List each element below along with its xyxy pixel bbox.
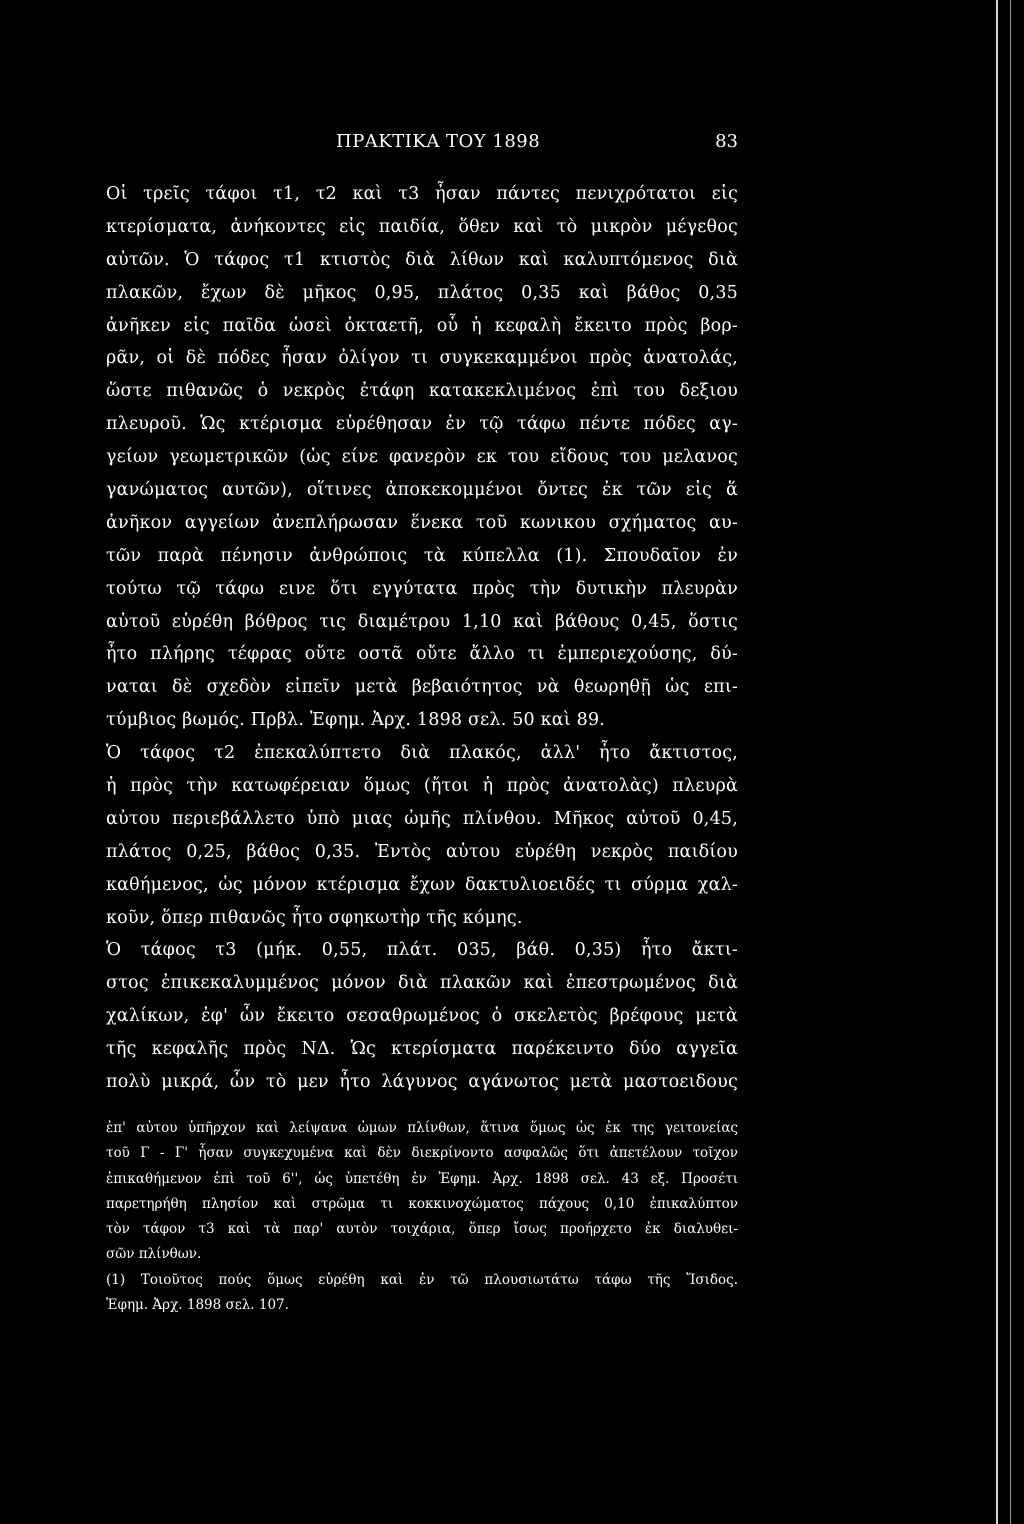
body-line: Οἱ τρεῖς τάφοι τ1, τ2 καὶ τ3 ἦσαν πάντες πενιχρότατοι εἰς [106, 184, 738, 204]
running-head [106, 131, 738, 161]
body-line: πολὺ μικρά, ὧν τὸ μεν ἦτο λάγυνος αγάνωτος μετὰ μαστοειδους [106, 1072, 738, 1093]
body-line: ἀνῆκον αγγείων ἀνεπλήρωσαν ἕνεκα τοῦ κωνικου σχήματος αυ- [106, 512, 738, 533]
footnote-line: (1) Τοιοῦτος πούς ὅμως εὑρέθη καὶ ἐν τῶ πλουσιωτάτω τάφω τῆς Ἴσιδος. [106, 1271, 738, 1288]
footnote-line: παρετηρήθη πλησίον καὶ στρῶμα τι κοκκινοχώματος πάχους 0,10 ἐπικαλύπτον [106, 1195, 738, 1212]
body-line: στος ἐπικεκαλυμμένος μόνον διὰ πλακῶν καὶ ἐπεστρωμένος διὰ [106, 973, 738, 994]
body-line: γανώματος αυτῶν), οἵτινες ἀποκεκομμένοι ὄντες ἐκ τῶν εἰς ἅ [106, 480, 738, 501]
body-line: κτερίσματα, ἀνήκοντες εἰς παιδία, ὅθεν καὶ τὸ μικρὸν μέγεθος [106, 216, 738, 237]
scan-edge-line-thin [1010, 0, 1011, 1524]
footnote-line: Ἐφημ. Ἀρχ. 1898 σελ. 107. [106, 1297, 289, 1314]
body-line: πλακῶν, ἔχων δὲ μῆκος 0,95, πλάτος 0,35 καὶ βάθος 0,35 [106, 282, 738, 303]
scan-edge-line [996, 0, 998, 1524]
body-line: ἀνῆκεν εἰς παῖδα ὡσεὶ ὀκταετῆ, οὗ ἡ κεφαλὴ ἔκειτο πρὸς βορ- [106, 315, 738, 336]
running-title: ΠΡΑΚΤΙΚΑ ΤΟΥ 1898 [336, 131, 541, 152]
body-text [106, 178, 738, 1099]
body-line: αὐτοῦ εὑρέθη βόθρος τις διαμέτρου 1,10 καὶ βάθους 0,45, ὅστις [106, 611, 738, 632]
body-line: πλάτος 0,25, βάθος 0,35. Ἐντὸς αὐτου εὑρέθη νεκρὸς παιδίου [106, 841, 738, 862]
footnote-line: ἐπικαθήμενον ἐπὶ τοῦ 6'', ὡς ὑπετέθη ἐν Ἐφημ. Ἀρχ. 1898 σελ. 43 εξ. Προσέτι [106, 1170, 738, 1187]
body-line: ρᾶν, οἱ δὲ πόδες ἦσαν ὀλίγον τι συγκεκαμμένοι πρὸς ἀνατολάς, [106, 348, 738, 369]
body-line: Ὁ τάφος τ2 ἐπεκαλύπτετο διὰ πλακός, ἀλλ' ἦτο ἄκτιστος, [106, 743, 738, 764]
body-line: κοῦν, ὅπερ πιθανῶς ἦτο σφηκωτὴρ τῆς κόμης. [106, 907, 523, 928]
page-number: 83 [715, 131, 738, 152]
body-line: τύμβιος βωμός. Πρβλ. Ἐφημ. Ἀρχ. 1898 σελ. 50 καὶ 89. [106, 710, 606, 731]
body-line: ἦτο πλήρης τέφρας οὔτε οστᾶ οὔτε ἄλλο τι ἐμπεριεχούσης, δύ- [106, 644, 738, 665]
footnotes [106, 1116, 738, 1318]
body-line: πλευροῦ. Ὡς κτέρισμα εὑρέθησαν ἐν τῷ τάφω πέντε πόδες αγ- [106, 414, 738, 435]
footnote-line: τὸν τάφον τ3 καὶ τὰ παρ' αυτὸν τοιχάρια, ὅπερ ἴσως προήρχετο ἐκ διαλυθει- [106, 1221, 738, 1238]
body-line: αὐτῶν. Ὁ τάφος τ1 κτιστὸς διὰ λίθων καὶ καλυπτόμενος διὰ [106, 249, 738, 270]
body-line: τῆς κεφαλῆς πρὸς ΝΔ. Ὡς κτερίσματα παρέκειντο δύο αγγεῖα [106, 1039, 738, 1060]
body-line: καθήμενος, ὡς μόνον κτέρισμα ἔχων δακτυλιοειδές τι σύρμα χαλ- [106, 874, 738, 895]
footnote-line: σῶν πλίνθων. [106, 1246, 202, 1263]
footnote-line: ἐπ' αὐτου ὑπῆρχον καὶ λείψανα ὠμων πλίνθων, ἅτινα ὅμως ὡς ἐκ της γειτονείας [106, 1120, 738, 1136]
body-line: γείων γεωμετρικῶν (ὡς είνε φανερὸν εκ του εἴδους του μελανος [106, 447, 738, 468]
body-line: αὐτου περιεβάλλετο ὑπὸ μιας ὠμῆς πλίνθου. Μῆκος αὐτοῦ 0,45, [106, 808, 738, 829]
body-line: ὥστε πιθανῶς ὁ νεκρὸς ἐτάφη κατακεκλιμένος ἐπὶ του δεξιου [106, 381, 738, 402]
body-line: ναται δὲ σχεδὸν εἰπεῖν μετὰ βεβαιότητος νὰ θεωρηθῇ ὡς επι- [106, 677, 738, 698]
body-line: τῶν παρὰ πένησιν ἀνθρώποις τὰ κύπελλα (1). Σπουδαῖον ἐν [106, 545, 738, 566]
footnote-line: τοῦ Γ - Γ' ἦσαν συγκεχυμένα καὶ δὲν διεκρίνοντο ασφαλῶς ὅτι ἀπετέλουν τοῖχον [106, 1145, 738, 1162]
body-line: τούτω τῷ τάφω εινε ὅτι εγγύτατα πρὸς τὴν δυτικὴν πλευρὰν [106, 578, 738, 599]
body-line: Ὁ τάφος τ3 (μήκ. 0,55, πλάτ. 035, βάθ. 0,35) ἦτο ἄκτι- [106, 940, 738, 961]
body-line: ἡ πρὸς τὴν κατωφέρειαν ὅμως (ἤτοι ἡ πρὸς ἀνατολὰς) πλευρὰ [106, 776, 738, 797]
body-line: χαλίκων, ἐφ' ὧν ἔκειτο σεσαθρωμένος ὁ σκελετὸς βρέφους μετὰ [106, 1006, 738, 1027]
